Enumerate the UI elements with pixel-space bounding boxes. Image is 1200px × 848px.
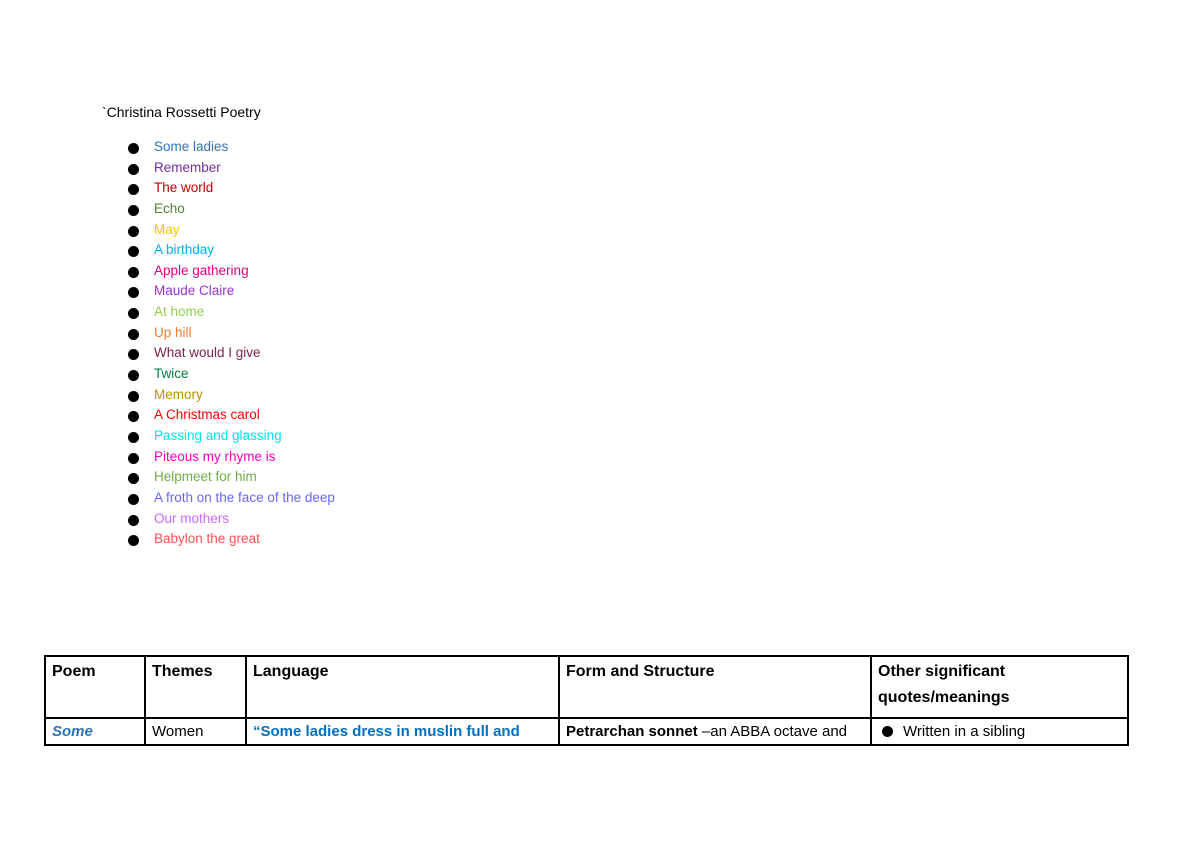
- bullet-icon: [128, 246, 139, 257]
- document-title: `Christina Rossetti Poetry: [102, 104, 261, 120]
- list-item: [126, 405, 335, 426]
- list-item: [126, 220, 335, 241]
- form-bold-text: Petrarchan sonnet: [566, 723, 698, 740]
- cell-themes: Women: [145, 718, 246, 745]
- list-item: [126, 343, 335, 364]
- form-rest-text: –an ABBA octave and: [697, 723, 848, 740]
- poem-title: Up hill: [154, 324, 192, 340]
- list-item: [126, 281, 335, 302]
- poem-title: Our mothers: [154, 510, 230, 526]
- bullet-icon: [128, 370, 139, 381]
- list-item: [126, 199, 335, 220]
- poem-title: Maude Claire: [154, 283, 235, 299]
- list-item: [126, 488, 335, 509]
- list-item: [126, 323, 335, 344]
- poem-title: Helpmeet for him: [154, 469, 257, 485]
- poem-title: May: [154, 221, 180, 237]
- table-header-row: [45, 656, 1128, 718]
- header-other-quotes: Other significant quotes/meanings: [871, 656, 1128, 718]
- poem-title: The world: [154, 180, 214, 196]
- list-item: [126, 158, 335, 179]
- list-item: [126, 467, 335, 488]
- poem-notes-table: [44, 655, 1129, 746]
- poem-title: A Christmas carol: [154, 407, 260, 423]
- bullet-icon: [128, 535, 139, 546]
- bullet-icon: [128, 143, 139, 154]
- cell-other-quotes: [871, 718, 1128, 745]
- bullet-icon: [128, 473, 139, 484]
- bullet-icon: [128, 184, 139, 195]
- list-item: [126, 364, 335, 385]
- bullet-icon: [128, 205, 139, 216]
- bullet-icon: [128, 267, 139, 278]
- bullet-icon: [128, 349, 139, 360]
- bullet-icon: [128, 329, 139, 340]
- bullet-icon: [128, 411, 139, 422]
- poem-title: Some ladies: [154, 139, 229, 154]
- bullet-icon: [882, 726, 893, 737]
- list-item: [126, 426, 335, 447]
- cell-poem: Some: [45, 718, 145, 745]
- bullet-icon: [128, 453, 139, 464]
- list-item: [126, 447, 335, 468]
- bullet-icon: [128, 515, 139, 526]
- poem-title: What would I give: [154, 345, 261, 361]
- poem-title: Apple gathering: [154, 262, 249, 278]
- bullet-icon: [128, 308, 139, 319]
- bullet-icon: [128, 432, 139, 443]
- poem-title: At home: [154, 304, 205, 320]
- header-themes: Themes: [145, 656, 246, 718]
- list-item: [126, 178, 335, 199]
- other-quote-text: Written in a sibling: [903, 723, 1026, 740]
- poem-title: Babylon the great: [154, 531, 260, 547]
- list-item: [126, 385, 335, 406]
- poem-title: A froth on the face of the deep: [154, 489, 335, 505]
- cell-form-structure: [559, 718, 871, 745]
- header-form-structure: Form and Structure: [559, 656, 871, 718]
- poem-title: Piteous my rhyme is: [154, 448, 276, 464]
- table-row: [45, 718, 1128, 745]
- list-item: [126, 261, 335, 282]
- list-item: [126, 529, 335, 550]
- header-language: Language: [246, 656, 559, 718]
- bullet-icon: [128, 287, 139, 298]
- list-item: [126, 509, 335, 530]
- bullet-icon: [128, 164, 139, 175]
- list-item: [126, 240, 335, 261]
- poem-list: [126, 137, 335, 550]
- list-item: [126, 137, 335, 158]
- poem-title: Echo: [154, 200, 185, 216]
- list-item: [126, 302, 335, 323]
- header-poem: Poem: [45, 656, 145, 718]
- cell-language: “Some ladies dress in muslin full and: [246, 718, 559, 745]
- bullet-icon: [128, 494, 139, 505]
- poem-title: Remember: [154, 159, 221, 175]
- poem-title: Memory: [154, 386, 203, 402]
- poem-title: Passing and glassing: [154, 427, 282, 443]
- poem-title: Twice: [154, 366, 189, 382]
- bullet-icon: [128, 226, 139, 237]
- poem-title: A birthday: [154, 242, 215, 258]
- bullet-icon: [128, 391, 139, 402]
